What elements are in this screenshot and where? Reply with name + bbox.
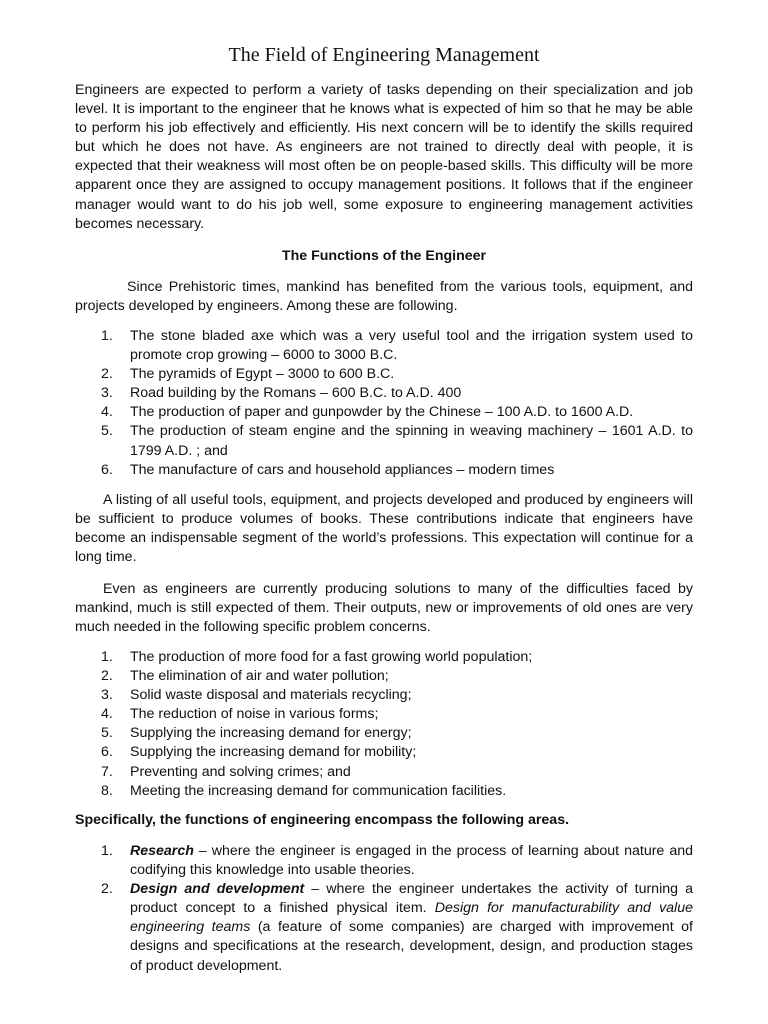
document-title: The Field of Engineering Management xyxy=(228,44,540,66)
list-number: 8. xyxy=(101,782,113,799)
list-item xyxy=(75,724,693,743)
list-number: 5. xyxy=(101,423,113,440)
function-term: Design and development xyxy=(130,881,305,898)
list-number: 4. xyxy=(101,706,113,723)
list-number: 1. xyxy=(101,328,113,344)
list-number: 2. xyxy=(101,366,113,383)
list-number: 3. xyxy=(101,687,113,704)
list-number: 3. xyxy=(101,385,113,402)
list-item xyxy=(75,842,693,880)
list-item xyxy=(75,743,693,762)
list-item xyxy=(75,403,693,422)
even-paragraph: Even as engineers are currently producing solutions to many of the difficulties faced by mankind, much is still expected of them. Their outputs, new or improvements of old ones are very much needed in the following specific problem concerns. xyxy=(75,581,693,636)
list-item-text: Meeting the increasing demand for communication facilities. xyxy=(130,782,507,799)
list-item xyxy=(75,705,693,724)
list-number: 1. xyxy=(101,843,113,859)
list-item-text: The manufacture of cars and household appliances – modern times xyxy=(130,461,555,478)
list-item-text: The production of steam engine and the spinning in weaving machinery – 1601 A.D. to 1799 A.D. ; and xyxy=(130,423,693,459)
function-description: – where the engineer is engaged in the process of learning about nature and codifying this knowledge into usable theories. xyxy=(130,843,693,879)
list-item-text: Solid waste disposal and materials recycling; xyxy=(130,687,412,704)
list-item-text: The elimination of air and water pollution; xyxy=(130,668,389,685)
list-item xyxy=(75,880,693,975)
list-number: 2. xyxy=(101,881,113,898)
function-description-continued: (a feature of some companies) are charged with improvement of designs and specifications at the research, development, design, and production stages of product development. xyxy=(130,919,693,974)
list-number: 4. xyxy=(101,404,113,421)
list-item xyxy=(75,782,693,801)
list-item xyxy=(75,327,693,365)
list-item-text: The pyramids of Egypt – 3000 to 600 B.C. xyxy=(130,366,395,383)
list-item-text: Preventing and solving crimes; and xyxy=(130,763,351,780)
list-item-text: The reduction of noise in various forms; xyxy=(130,706,379,723)
prehistoric-paragraph: Since Prehistoric times, mankind has benefited from the various tools, equipment, and projects developed by engineers. Among these are following. xyxy=(75,279,693,315)
list-number: 2. xyxy=(101,668,113,685)
list-number: 6. xyxy=(101,744,113,761)
list-number: 1. xyxy=(101,649,113,665)
concerns-list xyxy=(75,648,693,801)
list-number: 6. xyxy=(101,461,113,478)
functions-list xyxy=(75,842,693,976)
function-term: Research xyxy=(130,843,194,859)
history-list xyxy=(75,327,693,480)
list-item xyxy=(75,422,693,460)
list-item xyxy=(75,667,693,686)
function-description: – where the engineer undertakes the activity of turning a product concept to a finished physical item. xyxy=(130,881,693,917)
list-item xyxy=(75,461,693,480)
section-heading: The Functions of the Engineer xyxy=(281,248,487,264)
intro-paragraph: Engineers are expected to perform a variety of tasks depending on their specialization and job level. It is important to the engineer that he knows what is expected of him so that he may be able to perform his job effectively and efficiently. His next concern will be to identify the skills required but which he does not have. As engineers are not trained to directly deal with people, it is expected that their weakness will most often be on people-based skills. This difficulty will be more apparent once they are assigned to occupy management positions. It follows that if the engineer manager would want to do his job well, some exposure to engineering management activities becomes necessary. xyxy=(75,82,693,232)
listing-paragraph: A listing of all useful tools, equipment, and projects developed and produced by engineers will be sufficient to produce volumes of books. These contributions indicate that engineers have become an indispensable segment of the world’s professions. This expectation will continue for a long time. xyxy=(75,492,693,566)
list-item-text: Road building by the Romans – 600 B.C. to A.D. 400 xyxy=(130,385,462,402)
list-item-text: Supplying the increasing demand for mobility; xyxy=(130,744,417,761)
list-item xyxy=(75,365,693,384)
list-item-text: The production of paper and gunpowder by the Chinese – 100 A.D. to 1600 A.D. xyxy=(130,404,634,421)
list-item-text: Supplying the increasing demand for energy; xyxy=(130,725,412,742)
function-italic-phrase: Design for manufacturability and value engineering teams xyxy=(130,900,693,936)
list-item xyxy=(75,686,693,705)
list-item-text: The stone bladed axe which was a very useful tool and the irrigation system used to promote crop growing – 6000 to 3000 B.C. xyxy=(130,328,693,364)
list-item xyxy=(75,763,693,782)
list-item-text: The production of more food for a fast growing world population; xyxy=(130,649,533,665)
functions-heading: Specifically, the functions of engineering encompass the following areas. xyxy=(75,812,570,828)
list-item xyxy=(75,648,693,667)
list-number: 5. xyxy=(101,725,113,742)
list-number: 7. xyxy=(101,763,113,780)
list-item xyxy=(75,384,693,403)
